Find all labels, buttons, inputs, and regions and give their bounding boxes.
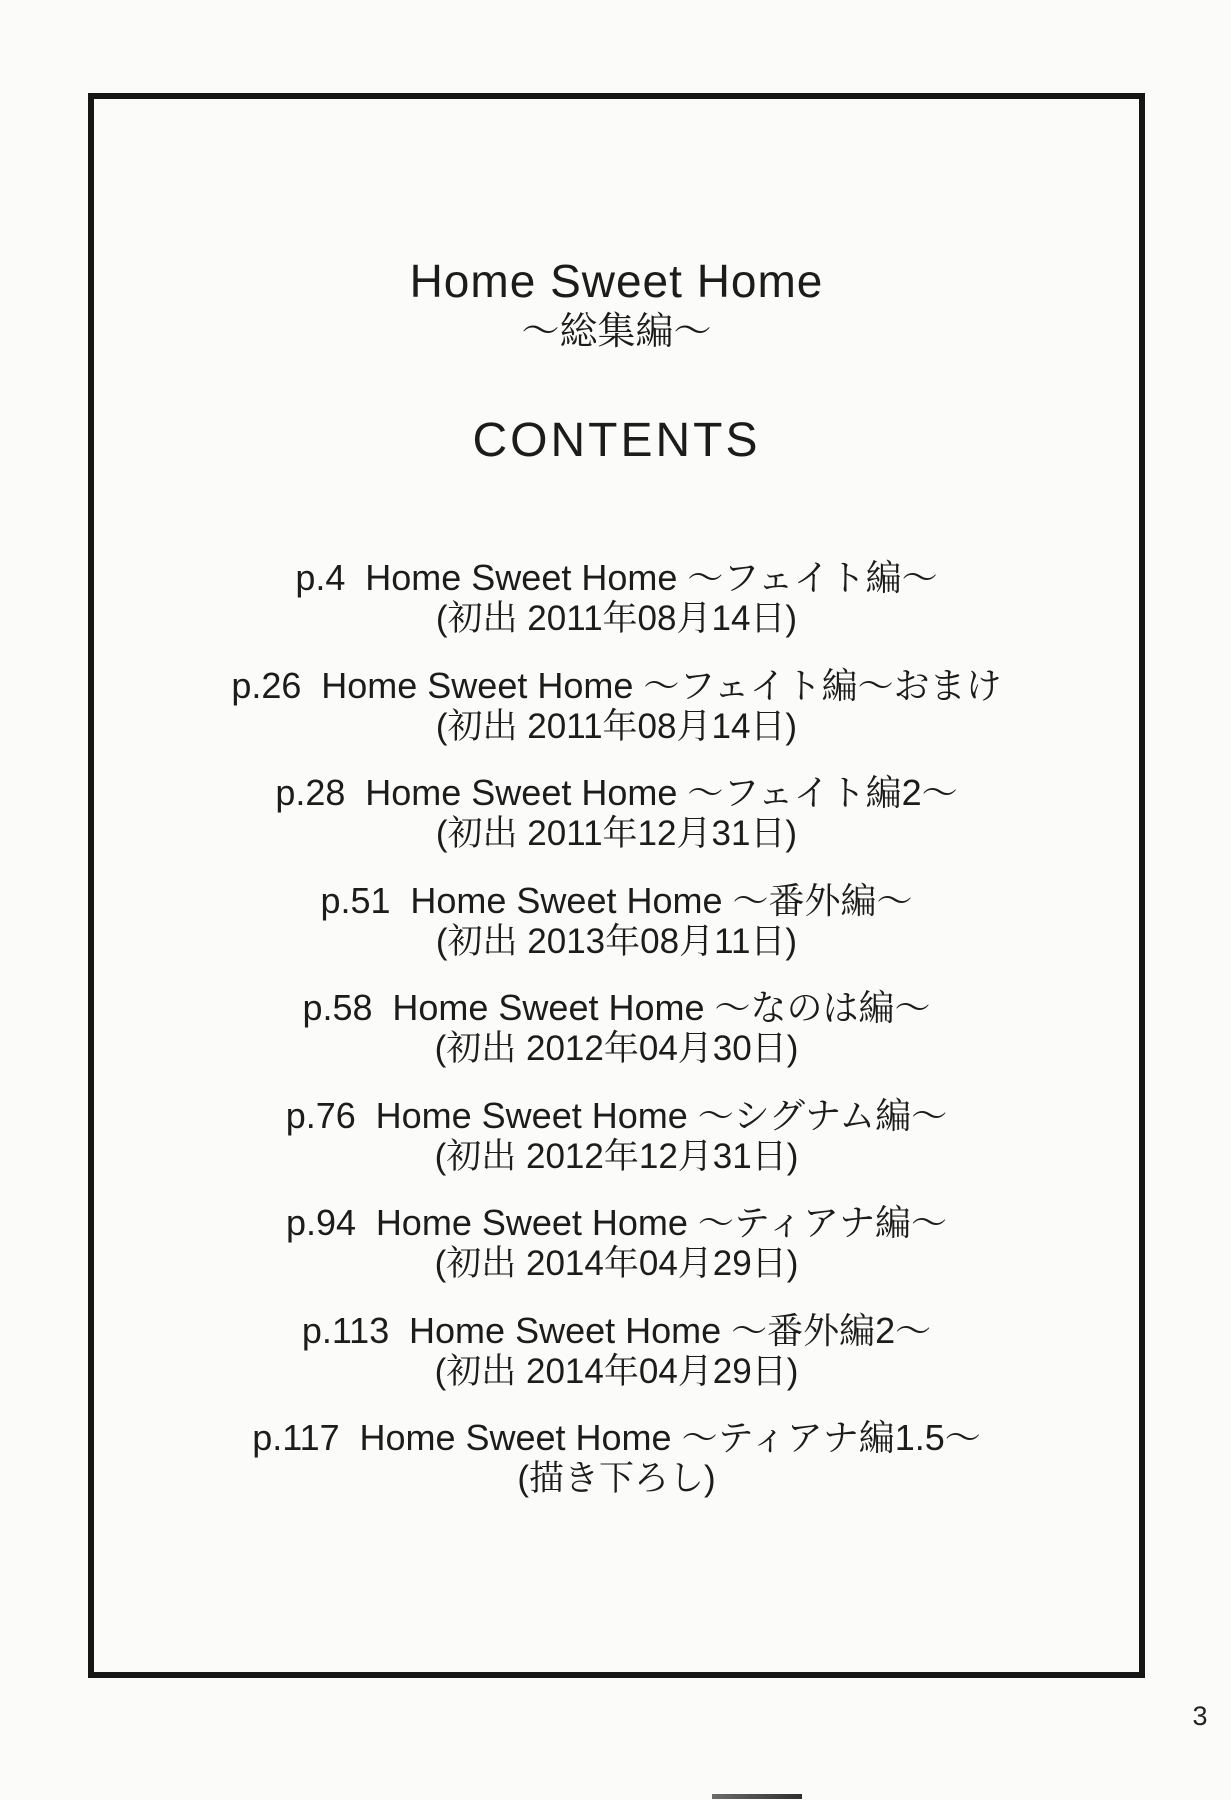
toc-entry-title: Home Sweet Home 〜フェイト編2〜 — [365, 772, 958, 813]
toc-page-ref: p.26 — [231, 664, 302, 706]
toc-entry-date: (初出 2012年04月30日) — [434, 1029, 799, 1068]
toc-entry-date: (初出 2012年12月31日) — [434, 1136, 799, 1176]
toc-page-ref: p.28 — [275, 772, 346, 813]
toc-entry-date: (初出 2011年08月14日) — [435, 706, 798, 746]
toc-entry-title-line — [88, 772, 1145, 814]
toc-list — [88, 557, 1145, 1525]
toc-entry — [88, 772, 1145, 880]
toc-entry — [88, 557, 1145, 665]
toc-entry-title-line — [88, 665, 1145, 707]
toc-entry-title: Home Sweet Home 〜フェイト編〜 — [365, 557, 938, 598]
toc-entry-date: (初出 2014年04月29日) — [434, 1244, 799, 1283]
toc-entry — [88, 1202, 1145, 1310]
toc-entry — [88, 1095, 1145, 1203]
toc-entry-date: (初出 2013年08月11日) — [435, 921, 798, 961]
toc-entry-title: Home Sweet Home 〜なのは編〜 — [392, 987, 931, 1028]
toc-page-ref: p.4 — [295, 557, 346, 598]
toc-entry-title: Home Sweet Home 〜ティアナ編〜 — [375, 1202, 948, 1243]
toc-entry-title-line — [88, 987, 1145, 1029]
toc-entry-title-line — [88, 557, 1145, 599]
toc-entry — [88, 1417, 1145, 1525]
toc-entry-title: Home Sweet Home 〜番外編2〜 — [409, 1309, 932, 1351]
toc-entry-title: Home Sweet Home 〜フェイト編〜おまけ — [321, 664, 1002, 706]
toc-page-ref: p.58 — [302, 987, 373, 1028]
contents-heading: CONTENTS — [472, 414, 761, 467]
toc-page-ref: p.117 — [252, 1417, 340, 1458]
toc-entry-date: (初出 2011年08月14日) — [435, 599, 798, 638]
toc-entry-title-line — [88, 1202, 1145, 1244]
toc-entry-title: Home Sweet Home 〜番外編〜 — [410, 879, 913, 921]
page-title: Home Sweet Home — [409, 255, 824, 307]
toc-entry-date: (初出 2014年04月29日) — [434, 1351, 799, 1391]
toc-entry — [88, 880, 1145, 988]
scan-artifact-bar — [712, 1794, 802, 1799]
toc-entry-title-line — [88, 1095, 1145, 1137]
toc-entry — [88, 1310, 1145, 1418]
toc-entry-date: (初出 2011年12月31日) — [435, 814, 798, 853]
toc-entry — [88, 987, 1145, 1095]
toc-entry-title: Home Sweet Home 〜シグナム編〜 — [375, 1094, 948, 1136]
toc-page-ref: p.76 — [285, 1094, 356, 1136]
page-subtitle: 〜総集編〜 — [521, 311, 712, 353]
toc-entry-title-line — [88, 880, 1145, 922]
toc-page-ref: p.51 — [320, 879, 391, 921]
toc-page-ref: p.94 — [285, 1202, 357, 1243]
toc-entry — [88, 665, 1145, 773]
toc-entry-date: (描き下ろし) — [517, 1459, 716, 1498]
toc-entry-title: Home Sweet Home 〜ティアナ編1.5〜 — [359, 1417, 981, 1458]
toc-entry-title-line — [88, 1310, 1145, 1352]
toc-page-ref: p.113 — [301, 1309, 390, 1351]
toc-entry-title-line — [88, 1417, 1145, 1459]
page-number: 3 — [1192, 1701, 1208, 1731]
